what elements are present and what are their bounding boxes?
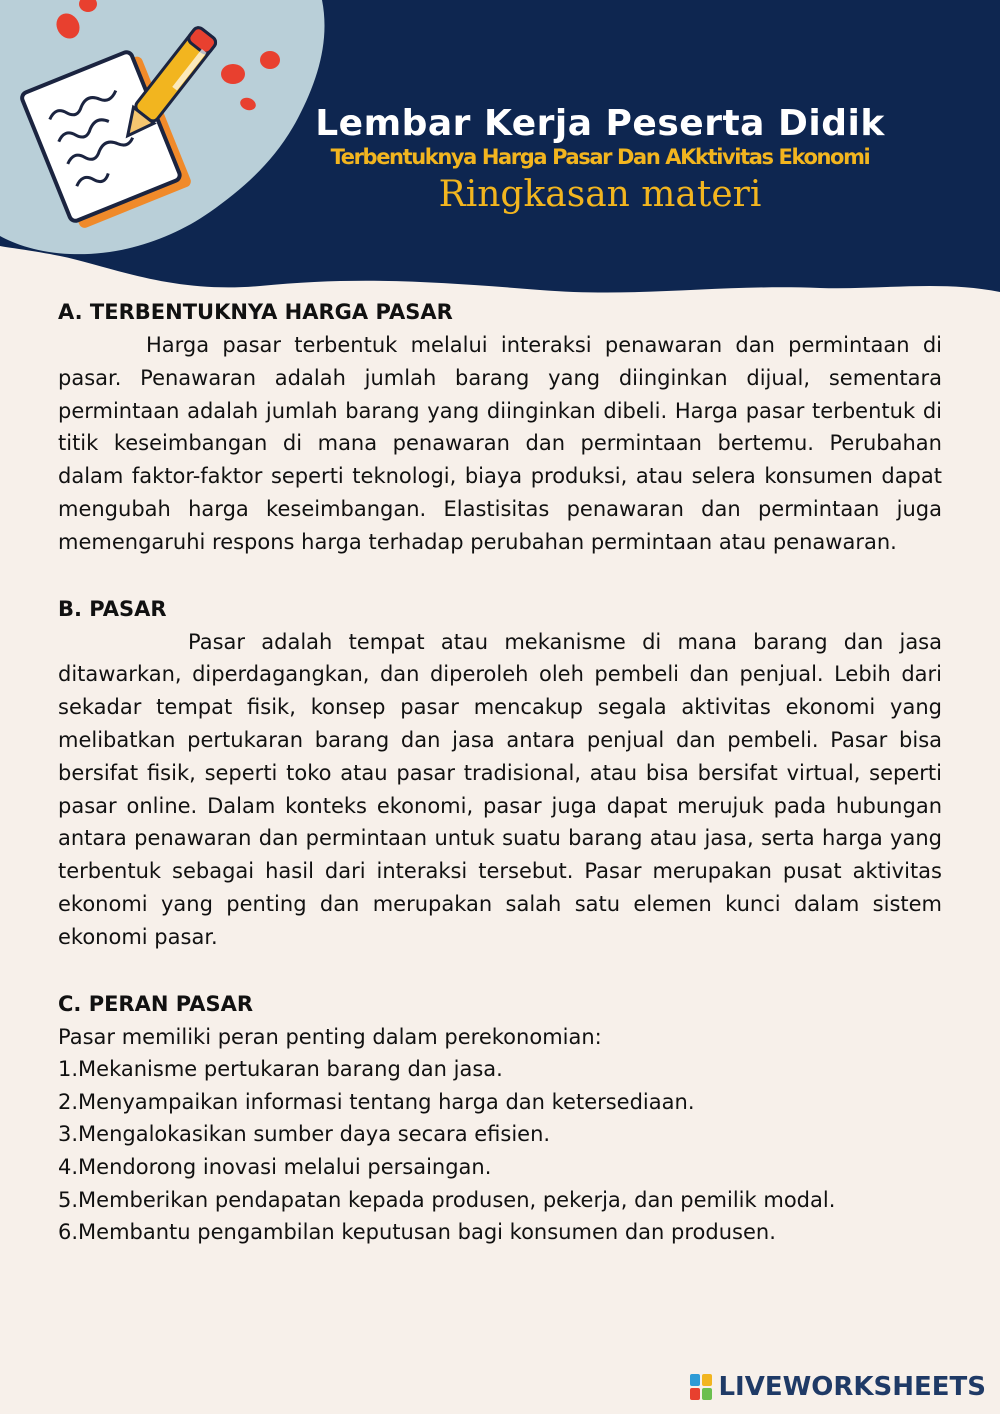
list-item: 6.Membantu pengambilan keputusan bagi konsumen dan produsen. (58, 1220, 776, 1245)
list-item: 4.Mendorong inovasi melalui persaingan. (58, 1154, 492, 1179)
section-a-body: Harga pasar terbentuk melalui interaksi penawaran dan permintaan di pasar. Penawaran adalah jumlah barang yang diinginkan dijual, sementara permintaan adalah jumlah barang yang diinginkan dibeli. Harga pasar terbentuk di titik keseimbangan di mana penawaran dan permintaan bertemu. Perubahan dalam faktor-faktor seperti teknologi, biaya produksi, atau selera konsumen dapat mengubah harga keseimbangan. Elastisitas penawaran dan permintaan juga memengaruhi respons harga terhadap perubahan permintaan atau penawaran. (58, 333, 942, 554)
section-title: Ringkasan materi (438, 174, 762, 215)
header-titles (240, 104, 960, 217)
liveworksheets-icon (690, 1374, 712, 1400)
section-b (58, 593, 942, 954)
list-item: 2.Menyampaikan informasi tentang harga dan ketersediaan. (58, 1089, 695, 1114)
page-title: Lembar Kerja Peserta Didik (315, 103, 885, 144)
page-subtitle: Terbentuknya Harga Pasar Dan AKktivitas Ekonomi (330, 145, 870, 169)
section-a (58, 296, 942, 559)
section-c (58, 988, 942, 1249)
list-item: 1.Mekanisme pertukaran barang dan jasa. (58, 1057, 503, 1082)
section-b-body: Pasar adalah tempat atau mekanisme di mana barang dan jasa ditawarkan, diperdagangkan, dan diperoleh oleh pembeli dan penjual. Lebih dari sekadar tempat fisik, konsep pasar mencakup segala aktivitas ekonomi yang melibatkan pertukaran barang dan jasa antara penjual dan pembeli. Pasar bisa bersifat fisik, seperti toko atau pasar tradisional, atau bisa bersifat virtual, seperti pasar online. Dalam konteks ekonomi, pasar juga dapat merujuk pada hubungan antara penawaran dan permintaan untuk suatu barang atau jasa, serta harga yang terbentuk sebagai hasil dari interaksi tersebut. Pasar merupakan pusat aktivitas ekonomi yang penting dan merupakan salah satu elemen kunci dalam sistem ekonomi pasar. (58, 629, 942, 949)
section-c-intro: Pasar memiliki peran penting dalam perekonomian: (58, 1024, 602, 1049)
main-content (58, 296, 942, 1283)
liveworksheets-logo (690, 1372, 986, 1402)
section-a-heading: A. TERBENTUKNYA HARGA PASAR (58, 300, 453, 324)
section-b-heading: B. PASAR (58, 596, 167, 621)
brand-name: LIVEWORKSHEETS (718, 1372, 986, 1402)
list-item: 5.Memberikan pendapatan kepada produsen, pekerja, dan pemilik modal. (58, 1187, 836, 1212)
section-c-heading: C. PERAN PASAR (58, 991, 254, 1016)
list-item: 3.Mengalokasikan sumber daya secara efisien. (58, 1122, 551, 1147)
